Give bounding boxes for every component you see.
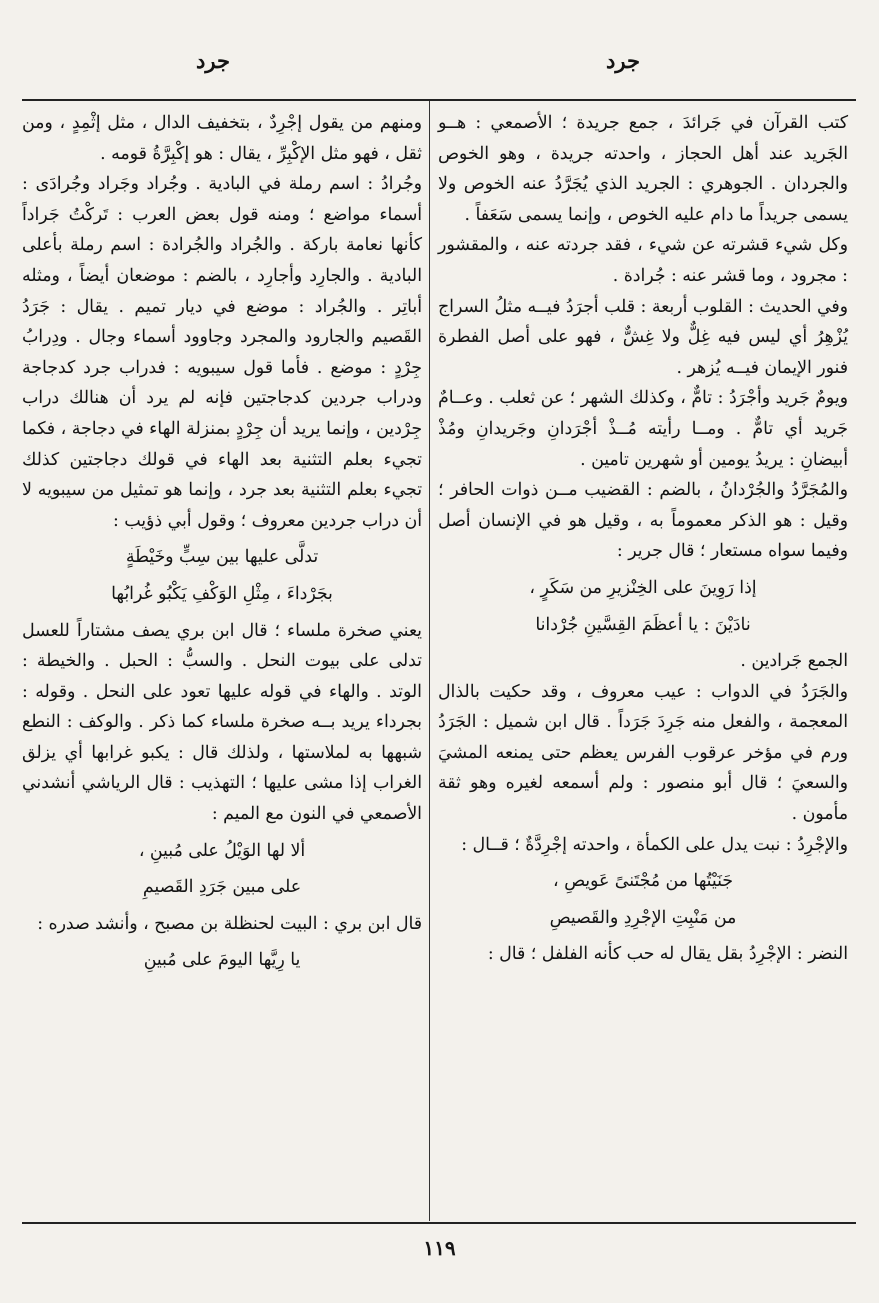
paragraph: والإجْرِدُ : نبت يدل على الكمأة ، واحدته إجْرِدَّةٌ ؛ قــال : <box>461 834 848 855</box>
verse-line: على مبين جَرَدِ القَصيمِ <box>142 877 302 898</box>
verse-line: يا رِيَّها اليومَ على مُبينِ <box>143 950 301 971</box>
paragraph: والمُجَرَّدُ والجُرْدانُ ، بالضم : القضيب مــن ذوات الحافر ؛ وقيل : هو الذكر معموماً به ، وقيل هو في الإنسان أصل وفيما سواه مستعار ؛ قال جرير : <box>438 480 848 562</box>
right-column <box>438 108 848 970</box>
paragraph: وكل شيء قشرته عن شيء ، فقد جردته عنه ، والمقشور : مجرود ، وما قشر عنه : جُرادة . <box>438 235 848 286</box>
paragraph: ومنهم من يقول إجْرِدٌ ، بتخفيف الدال ، مثل إثْمِدٍ ، ومن ثقل ، فهو مثل الإكْبِرِّ ، يقال : هو إكْبِرَّةُ قومه . <box>22 113 422 164</box>
verse-line: نادَيْنَ : يا أعظَمَ القِسَّينِ جُرْدانا <box>535 614 751 635</box>
paragraph: ويومٌ جَريد وأجْرَدُ : تامٌّ ، وكذلك الشهر ؛ عن ثعلب . وعــامٌ جَريد أي تامٌّ . ومــا رأيته مُــذْ أجْرَدانِ وجَريدانِ ومُذْ أبيضانِ : يريدُ يومين أو شهرين تامين . <box>438 388 848 470</box>
left-column <box>22 108 422 982</box>
verse-line: ألا لها الوَيْلُ على مُبينِ ، <box>138 840 306 861</box>
verse-line: جَنَيْتُها من مُجْتَنىً عَويصِ ، <box>553 871 733 892</box>
paragraph: والجَرَدُ في الدواب : عيب معروف ، وقد حكيت بالذال المعجمة ، والفعل منه جَرِدَ جَرَداً . قال ابن شميل : الجَرَدُ ورم في مؤخر عرقوب الفرس يعظم حتى يمنعه المشيَ والسعيَ ؛ قال أبو منصور : ولم أسمعه لغيره وهو ثقة مأمون . <box>438 681 848 825</box>
verse-line: تدلَّى عليها بين سِبٍّ وخَيْطَةٍ <box>125 547 319 568</box>
paragraph: قال ابن بري : البيت لحنظلة بن مصبح ، وأنشد صدره : <box>37 913 422 934</box>
verse-line: من مَنْبِتِ الإجْرِدِ والقَصيصِ <box>549 907 737 928</box>
footer-rule <box>22 1222 856 1224</box>
verse-line: بجَرْداءَ ، مِثْلِ الوَكْفِ يَكْبُو غُرابُها <box>111 583 333 604</box>
running-header-left: جرد <box>196 48 230 73</box>
column-divider <box>429 101 430 1221</box>
header-rule <box>22 99 856 101</box>
page-number: ١١٩ <box>423 1236 456 1260</box>
paragraph: وجُرادُ : اسم رملة في البادية . وجُراد وجَراد وجُرادَى : أسماء مواضع ؛ ومنه قول بعض العرب : تَركْتُ جَراداً كأنها نعامة باركة . والجُراد والجُرادة : اسم رملة بأعلى البادية . والجارِد وأجارِد ، بالضم : موضعان أيضاً ، ومثله أباتِر . والجُراد : موضع في ديار تميم . يقال : جَرَدُ القَصيم والجارود والمجرد وجاوود أسماء وجال . ودِرابُ جِرْدٍ : موضع . فأما قول سيبويه : فدراب جرد كدجاجة ودراب جردين كدجاجتين فإنه لم يرد أن هنالك دراب جِرْدين ، وإنما يريد أن جِرْدٍ بمنزلة الهاء في دجاجة ، فكما تجيء بعلم التثنية بعد الهاء في قولك دجاجتين كذلك تجيء بعلم التثنية بعد جرد ، وإنما هو تمثيل من سيبويه لا أن دراب جردين معروف ؛ وقول أبي ذؤيب : <box>22 174 422 531</box>
paragraph: وفي الحديث : القلوب أربعة : قلب أجرَدُ فيــه مثلُ السراج يُزْهِرُ أي ليس فيه غِلٌّ ولا غِشٌّ ، فهو على أصل الفطرة فنور الإيمان فيــه يُزهر . <box>437 296 848 378</box>
paragraph: النضر : الإجْرِدُ بقل يقال له حب كأنه الفلفل ؛ قال : <box>487 944 848 965</box>
paragraph: يعني صخرة ملساء ؛ قال ابن بري يصف مشتاراً للعسل تدلى على بيوت النحل . والسبُّ : الحبل . والخيطة : الوتد . والهاء في قوله عليها تعود على النحل . وقوله : بجرداء يريد بــه صخرة ملساء كما ذكر . والوكف : النطع شبهها به لملاستها ، ولذلك قال : يكبو غرابها أي يزلق الغراب إذا مشى عليها ؛ التهذيب : قال الرياشي أنشدني الأصمعي في النون مع الميم : <box>22 620 422 825</box>
paragraph: كتب القرآن في جَرائدَ ، جمع جريدة ؛ الأصمعي : هــو الجَريد عند أهل الحجاز ، واحدته جريدة ، وهو الخوص والجردان . الجوهري : الجريد الذي يُجَرَّدُ عنه الخوص ولا يسمى جريداً ما دام عليه الخوص ، وإنما يسمى سَعَفاً . <box>438 113 848 225</box>
verse-line: إذا رَوِينَ على الخِنْزيرِ من سَكَرٍ ، <box>529 577 757 598</box>
paragraph: الجمع جَرادين . <box>740 651 848 672</box>
running-header-right: جرد <box>606 48 640 73</box>
